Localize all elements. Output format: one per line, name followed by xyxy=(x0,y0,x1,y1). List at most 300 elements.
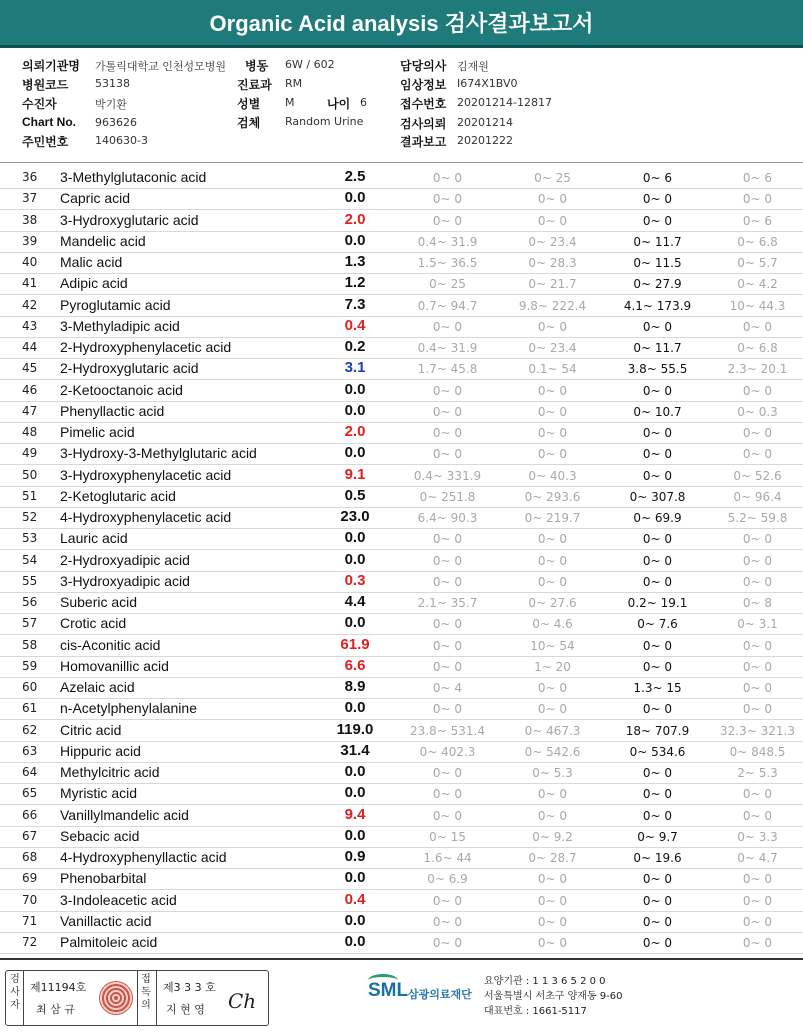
reference-range-4: 0~ 52.6 xyxy=(733,468,782,483)
reference-range-2: 0~ 0 xyxy=(537,192,568,207)
analyte-name: Malic acid xyxy=(60,254,123,270)
reference-range-3: 0~ 69.9 xyxy=(633,511,682,525)
result-value: 8.9 xyxy=(344,678,366,695)
row-number: 42 xyxy=(22,297,38,312)
reference-range-4: 32.3~ 321.3 xyxy=(720,723,795,738)
result-value: 0.0 xyxy=(344,763,366,780)
table-row xyxy=(0,827,803,848)
reference-range-1: 0~ 15 xyxy=(429,829,466,844)
reference-range-3: 0~ 19.6 xyxy=(633,851,682,865)
table-row xyxy=(0,487,803,508)
reference-range-3: 4.1~ 173.9 xyxy=(623,298,692,313)
analyte-name: 3-Hydroxyphenylacetic acid xyxy=(60,466,232,483)
reference-range-3: 0~ 9.7 xyxy=(637,829,678,844)
reference-range-2: 0~ 23.4 xyxy=(528,234,577,249)
table-row xyxy=(0,423,803,444)
result-value: 31.4 xyxy=(340,741,370,759)
reference-range-4: 0~ 6.8 xyxy=(737,234,778,249)
result-value: 0.0 xyxy=(344,550,366,568)
receipt-value: 20201214-12817 xyxy=(457,96,552,109)
reference-range-3: 0~ 0 xyxy=(642,468,673,483)
phone-number: 대표번호 : 1661-5117 xyxy=(484,1006,587,1017)
address-line: 서울특별시 서초구 양재동 9-60 xyxy=(484,991,623,1002)
result-value: 0.4 xyxy=(344,890,366,908)
inspector-name: 최 삼 규 xyxy=(36,1003,75,1016)
reference-range-4: 5.2~ 59.8 xyxy=(727,511,788,525)
table-row xyxy=(0,933,803,954)
doctor-value: 김재원 xyxy=(457,60,489,73)
analyte-name: Phenobarbital xyxy=(60,870,147,887)
result-value: 0.0 xyxy=(344,784,366,802)
row-number: 52 xyxy=(22,510,38,524)
reference-range-3: 0~ 0 xyxy=(642,192,673,207)
table-row xyxy=(0,891,803,912)
signature-box xyxy=(5,970,269,1026)
result-value: 2.0 xyxy=(344,210,366,228)
reference-range-1: 0~ 0 xyxy=(432,192,463,207)
analyte-name: n-Acetylphenylalanine xyxy=(60,700,197,717)
result-value: 1.2 xyxy=(344,274,366,292)
row-number: 59 xyxy=(22,658,38,673)
analyte-name: Citric acid xyxy=(60,721,122,738)
specimen-value: Random Urine xyxy=(285,115,364,128)
reference-range-4: 0~ 0 xyxy=(742,681,773,695)
result-value: 23.0 xyxy=(340,508,370,525)
table-row xyxy=(0,317,803,338)
row-number: 70 xyxy=(22,892,38,907)
result-value: 0.0 xyxy=(344,189,366,207)
reference-range-3: 0~ 307.8 xyxy=(629,489,686,504)
analyte-name: Palmitoleic acid xyxy=(60,934,158,950)
reference-range-4: 0~ 0.3 xyxy=(737,404,778,419)
reference-range-1: 0.4~ 31.9 xyxy=(417,234,478,249)
analyte-name: Methylcitric acid xyxy=(60,764,160,780)
hospital-code-value: 53138 xyxy=(95,77,130,90)
reference-range-1: 0.4~ 31.9 xyxy=(417,341,478,355)
institution-label: 의뢰기관명 xyxy=(22,59,80,73)
reference-range-3: 0~ 0 xyxy=(642,702,673,717)
analyte-name: Capric acid xyxy=(60,190,131,207)
reference-range-1: 0~ 0 xyxy=(432,574,463,589)
row-number: 71 xyxy=(22,913,38,928)
reference-range-2: 0~ 0 xyxy=(537,808,568,823)
reference-range-1: 0~ 0 xyxy=(432,702,463,717)
table-row xyxy=(0,211,803,232)
request-label: 검사의뢰 xyxy=(400,117,447,131)
reference-range-1: 0~ 0 xyxy=(432,319,463,334)
row-number: 44 xyxy=(22,340,38,354)
result-value: 2.0 xyxy=(344,423,366,440)
table-row xyxy=(0,253,803,274)
table-row xyxy=(0,848,803,869)
reference-range-3: 0~ 7.6 xyxy=(637,617,678,632)
id-value: 140630-3 xyxy=(95,134,148,147)
report-footer xyxy=(0,958,803,1033)
reference-range-2: 0~ 0 xyxy=(537,787,568,802)
reference-range-2: 0~ 0 xyxy=(537,404,568,419)
reference-range-2: 0~ 4.6 xyxy=(532,617,573,632)
row-number: 58 xyxy=(22,637,38,652)
reference-range-4: 2.3~ 20.1 xyxy=(727,362,788,377)
reference-range-1: 0~ 0 xyxy=(432,404,463,419)
reference-range-1: 1.7~ 45.8 xyxy=(417,362,478,377)
analyte-name: 3-Hydroxyadipic acid xyxy=(60,572,190,589)
result-value: 0.5 xyxy=(344,486,366,504)
reference-range-1: 0~ 0 xyxy=(432,532,463,547)
result-value: 0.0 xyxy=(344,444,366,462)
reference-range-2: 0~ 0 xyxy=(537,553,568,568)
reference-range-3: 0~ 534.6 xyxy=(629,744,686,759)
analyte-name: 2-Ketooctanoic acid xyxy=(60,381,183,398)
result-value: 119.0 xyxy=(336,720,374,738)
row-number: 60 xyxy=(22,680,38,694)
row-number: 63 xyxy=(22,743,38,758)
analyte-name: 2-Ketoglutaric acid xyxy=(60,487,176,504)
analyte-name: Azelaic acid xyxy=(60,679,135,695)
row-number: 56 xyxy=(22,595,38,609)
analyte-name: 4-Hydroxyphenylacetic acid xyxy=(60,509,232,525)
reference-range-2: 0~ 25 xyxy=(534,171,571,185)
reference-range-1: 2.1~ 35.7 xyxy=(417,596,478,610)
reference-range-2: 0~ 0 xyxy=(537,426,568,440)
reference-range-4: 0~ 0 xyxy=(742,553,773,568)
reference-range-4: 0~ 4.2 xyxy=(737,277,778,292)
reference-range-2: 1~ 20 xyxy=(534,659,571,674)
analyte-name: 2-Hydroxyadipic acid xyxy=(60,551,190,568)
table-row xyxy=(0,593,803,614)
analyte-name: Sebacic acid xyxy=(60,827,140,844)
result-value: 0.0 xyxy=(344,933,366,950)
reference-range-4: 2~ 5.3 xyxy=(737,766,778,780)
reference-range-3: 0~ 10.7 xyxy=(633,404,682,419)
reference-range-1: 0~ 0 xyxy=(432,447,463,462)
result-value: 2.5 xyxy=(344,168,366,185)
table-row xyxy=(0,508,803,529)
reference-range-2: 0~ 467.3 xyxy=(524,723,581,738)
reference-range-1: 0~ 0 xyxy=(432,936,463,950)
reference-range-1: 0~ 0 xyxy=(432,171,463,185)
analyte-name: Adipic acid xyxy=(60,275,128,292)
reference-range-4: 0~ 0 xyxy=(742,319,773,334)
reference-range-3: 1.3~ 15 xyxy=(633,681,682,695)
reference-range-1: 0.7~ 94.7 xyxy=(417,298,478,313)
reference-range-3: 0.2~ 19.1 xyxy=(627,596,688,610)
reference-range-3: 0~ 0 xyxy=(642,383,673,398)
reference-range-4: 0~ 8 xyxy=(742,596,773,610)
reference-range-1: 0~ 4 xyxy=(432,681,463,695)
row-number: 46 xyxy=(22,382,38,397)
analyte-name: 2-Hydroxyglutaric acid xyxy=(60,360,199,377)
reference-range-3: 0~ 0 xyxy=(642,893,673,908)
patient-value: 박기환 xyxy=(95,98,127,111)
result-value: 7.3 xyxy=(344,295,366,313)
row-number: 68 xyxy=(22,850,38,864)
reference-range-3: 3.8~ 55.5 xyxy=(627,362,688,377)
table-row xyxy=(0,529,803,550)
inspector-label: 검사자 xyxy=(10,974,20,1011)
reference-range-1: 0~ 0 xyxy=(432,617,463,632)
result-value: 0.0 xyxy=(344,869,366,887)
table-row xyxy=(0,232,803,253)
reference-range-3: 0~ 0 xyxy=(642,914,673,929)
result-value: 0.3 xyxy=(344,571,366,589)
sex-value: M xyxy=(285,96,295,109)
table-row xyxy=(0,699,803,720)
row-number: 69 xyxy=(22,871,38,886)
reference-range-4: 0~ 0 xyxy=(742,383,773,398)
table-row xyxy=(0,381,803,402)
analyte-name: Suberic acid xyxy=(60,594,138,610)
analyte-name: 3-Hydroxy-3-Methylglutaric acid xyxy=(60,445,257,462)
reference-range-2: 0~ 0 xyxy=(537,914,568,929)
row-number: 67 xyxy=(22,828,38,843)
row-number: 48 xyxy=(22,425,38,439)
analyte-name: 3-Hydroxyglutaric acid xyxy=(60,211,199,228)
reference-range-3: 0~ 0 xyxy=(642,447,673,462)
approver-license: 제3 3 3 호 xyxy=(163,981,216,994)
reference-range-1: 23.8~ 531.4 xyxy=(410,723,485,738)
analyte-name: Mandelic acid xyxy=(60,232,146,249)
result-value: 6.6 xyxy=(344,656,366,674)
reference-range-3: 0~ 6 xyxy=(642,171,673,185)
reference-range-1: 0~ 0 xyxy=(432,808,463,823)
reference-range-4: 0~ 0 xyxy=(742,638,773,653)
table-row xyxy=(0,657,803,678)
result-value: 0.0 xyxy=(344,614,366,632)
analyte-name: 3-Indoleacetic acid xyxy=(60,891,177,908)
report-title: Organic Acid analysis 검사결과보고서 xyxy=(0,0,803,48)
table-row xyxy=(0,912,803,933)
row-number: 61 xyxy=(22,701,38,716)
result-value: 0.9 xyxy=(344,848,366,865)
hospital-code-label: 병원코드 xyxy=(22,78,69,92)
row-number: 55 xyxy=(22,573,38,588)
reference-range-1: 0~ 251.8 xyxy=(419,489,476,504)
reference-range-4: 0~ 4.7 xyxy=(737,851,778,865)
analyte-name: cis-Aconitic acid xyxy=(60,636,161,653)
reference-range-4: 0~ 0 xyxy=(742,532,773,547)
request-value: 20201214 xyxy=(457,116,513,129)
divider xyxy=(23,971,24,1025)
reference-range-2: 0~ 0 xyxy=(537,213,568,228)
lab-address xyxy=(484,974,623,1019)
report-date-value: 20201222 xyxy=(457,134,513,147)
approver-name: 지 현 영 xyxy=(166,1003,205,1016)
result-value: 61.9 xyxy=(340,635,370,653)
table-row xyxy=(0,444,803,465)
reference-range-4: 0~ 3.1 xyxy=(737,617,778,632)
sml-logo-mark: SML xyxy=(368,980,409,1001)
official-seal xyxy=(99,981,133,1015)
reference-range-4: 0~ 0 xyxy=(742,426,773,440)
reference-range-1: 0~ 0 xyxy=(432,893,463,908)
analyte-name: Vanillylmandelic acid xyxy=(60,806,189,823)
reference-range-4: 0~ 0 xyxy=(742,808,773,823)
result-value: 0.0 xyxy=(344,231,366,249)
clinical-info-value: I674X1BV0 xyxy=(457,77,518,90)
row-number: 66 xyxy=(22,807,38,822)
reference-range-2: 0~ 9.2 xyxy=(532,829,573,844)
row-number: 43 xyxy=(22,318,38,333)
reference-range-2: 0~ 0 xyxy=(537,872,568,887)
row-number: 72 xyxy=(22,935,38,949)
reference-range-3: 0~ 0 xyxy=(642,872,673,887)
row-number: 38 xyxy=(22,212,38,227)
receipt-label: 접수번호 xyxy=(400,97,447,111)
reference-range-1: 0~ 0 xyxy=(432,914,463,929)
age-value: 6 xyxy=(360,96,367,109)
reference-range-3: 0~ 0 xyxy=(642,936,673,950)
specimen-label: 검체 xyxy=(237,116,261,130)
table-row xyxy=(0,869,803,890)
reference-range-2: 0~ 28.7 xyxy=(528,851,577,865)
reference-range-2: 9.8~ 222.4 xyxy=(518,298,587,313)
result-value: 0.0 xyxy=(344,529,366,547)
analyte-name: Homovanillic acid xyxy=(60,657,169,674)
facility-number: 요양기관 : 1 1 3 6 5 2 0 0 xyxy=(484,976,606,987)
table-row xyxy=(0,296,803,317)
department-value: RM xyxy=(285,77,303,90)
reference-range-4: 0~ 0 xyxy=(742,893,773,908)
reference-range-2: 0~ 219.7 xyxy=(524,511,581,525)
reference-range-2: 0~ 0 xyxy=(537,574,568,589)
result-value: 3.1 xyxy=(344,359,366,377)
reference-range-3: 0~ 0 xyxy=(642,659,673,674)
row-number: 62 xyxy=(22,722,38,737)
reference-range-2: 0~ 27.6 xyxy=(528,596,577,610)
reference-range-1: 0~ 0 xyxy=(432,213,463,228)
reference-range-2: 0~ 542.6 xyxy=(524,744,581,759)
reference-range-1: 0~ 25 xyxy=(429,277,466,292)
age-label: 나이 xyxy=(327,97,351,111)
reference-range-3: 0~ 11.7 xyxy=(633,234,682,249)
result-value: 0.0 xyxy=(344,401,366,419)
row-number: 53 xyxy=(22,531,38,546)
reference-range-4: 0~ 0 xyxy=(742,936,773,950)
reference-range-3: 0~ 0 xyxy=(642,808,673,823)
reference-range-2: 0~ 0 xyxy=(537,893,568,908)
result-value: 0.0 xyxy=(344,699,366,717)
reference-range-2: 0~ 0 xyxy=(537,319,568,334)
reference-range-4: 0~ 0 xyxy=(742,914,773,929)
reference-range-3: 0~ 27.9 xyxy=(633,277,682,292)
row-number: 57 xyxy=(22,616,38,631)
reference-range-4: 0~ 0 xyxy=(742,702,773,717)
result-value: 9.1 xyxy=(344,465,366,483)
handwritten-signature: Ch xyxy=(228,989,257,1013)
reference-range-4: 0~ 6.8 xyxy=(737,341,778,355)
table-row xyxy=(0,806,803,827)
row-number: 47 xyxy=(22,403,38,418)
table-row xyxy=(0,636,803,657)
reference-range-2: 0~ 28.3 xyxy=(528,256,577,270)
results-table xyxy=(0,168,803,958)
reference-range-1: 0~ 6.9 xyxy=(427,872,468,887)
reference-range-2: 0.1~ 54 xyxy=(528,362,577,377)
table-row xyxy=(0,763,803,784)
reference-range-2: 10~ 54 xyxy=(530,638,575,653)
ward-label: 병동 xyxy=(245,59,269,73)
row-number: 41 xyxy=(22,276,38,291)
inspector-license: 제11194호 xyxy=(30,981,87,994)
reference-range-1: 0.4~ 331.9 xyxy=(413,468,482,483)
analyte-name: Crotic acid xyxy=(60,615,127,632)
table-row xyxy=(0,402,803,423)
reference-range-3: 0~ 0 xyxy=(642,553,673,568)
row-number: 50 xyxy=(22,467,38,482)
reference-range-3: 0~ 11.5 xyxy=(633,256,682,270)
reference-range-4: 0~ 5.7 xyxy=(737,256,778,270)
reference-range-1: 0~ 0 xyxy=(432,383,463,398)
reference-range-4: 0~ 0 xyxy=(742,659,773,674)
reference-range-2: 0~ 5.3 xyxy=(532,766,573,780)
row-number: 54 xyxy=(22,552,38,567)
analyte-name: Myristic acid xyxy=(60,785,138,802)
clinical-info-label: 임상정보 xyxy=(400,78,447,92)
reference-range-2: 0~ 0 xyxy=(537,447,568,462)
ward-value: 6W / 602 xyxy=(285,58,335,71)
reference-range-4: 10~ 44.3 xyxy=(729,298,786,313)
reference-range-3: 0~ 0 xyxy=(642,426,673,440)
analyte-name: 3-Methyladipic acid xyxy=(60,317,180,334)
reference-range-3: 0~ 11.7 xyxy=(633,341,682,355)
chart-value: 963626 xyxy=(95,116,137,129)
reference-range-4: 0~ 6 xyxy=(742,171,773,185)
table-row xyxy=(0,168,803,189)
table-row xyxy=(0,572,803,593)
reference-range-3: 0~ 0 xyxy=(642,638,673,653)
analyte-name: 2-Hydroxyphenylacetic acid xyxy=(60,339,232,355)
analyte-name: Phenyllactic acid xyxy=(60,402,165,419)
analyte-name: Lauric acid xyxy=(60,530,128,547)
reference-range-2: 0~ 40.3 xyxy=(528,468,577,483)
reference-range-3: 0~ 0 xyxy=(642,319,673,334)
row-number: 45 xyxy=(22,361,38,376)
reference-range-3: 0~ 0 xyxy=(642,766,673,780)
reference-range-4: 0~ 6 xyxy=(742,213,773,228)
result-value: 1.3 xyxy=(344,253,366,270)
analyte-name: Pyroglutamic acid xyxy=(60,296,171,313)
reference-range-2: 0~ 0 xyxy=(537,702,568,717)
reference-range-1: 1.5~ 36.5 xyxy=(417,256,478,270)
reference-range-3: 0~ 0 xyxy=(642,532,673,547)
sml-logo xyxy=(368,980,480,1012)
doctor-label: 담당의사 xyxy=(400,59,447,73)
table-row xyxy=(0,359,803,380)
report-date-label: 결과보고 xyxy=(400,135,447,149)
reference-range-4: 0~ 0 xyxy=(742,447,773,462)
table-row xyxy=(0,614,803,635)
reference-range-2: 0~ 0 xyxy=(537,681,568,695)
reference-range-4: 0~ 3.3 xyxy=(737,829,778,844)
reference-range-3: 0~ 0 xyxy=(642,213,673,228)
institution-value: 가톨릭대학교 인천성모병원 xyxy=(95,60,227,73)
analyte-name: Hippuric acid xyxy=(60,742,141,759)
row-number: 65 xyxy=(22,786,38,801)
table-row xyxy=(0,466,803,487)
reference-range-3: 0~ 0 xyxy=(642,787,673,802)
approver-label: 접독의 xyxy=(141,974,151,1011)
result-value: 0.4 xyxy=(344,316,366,334)
reference-range-1: 6.4~ 90.3 xyxy=(417,511,478,525)
row-number: 36 xyxy=(22,170,38,184)
reference-range-2: 0~ 0 xyxy=(537,383,568,398)
row-number: 51 xyxy=(22,488,38,503)
reference-range-1: 0~ 0 xyxy=(432,787,463,802)
result-value: 0.0 xyxy=(344,911,366,929)
table-row xyxy=(0,721,803,742)
row-number: 40 xyxy=(22,255,38,269)
